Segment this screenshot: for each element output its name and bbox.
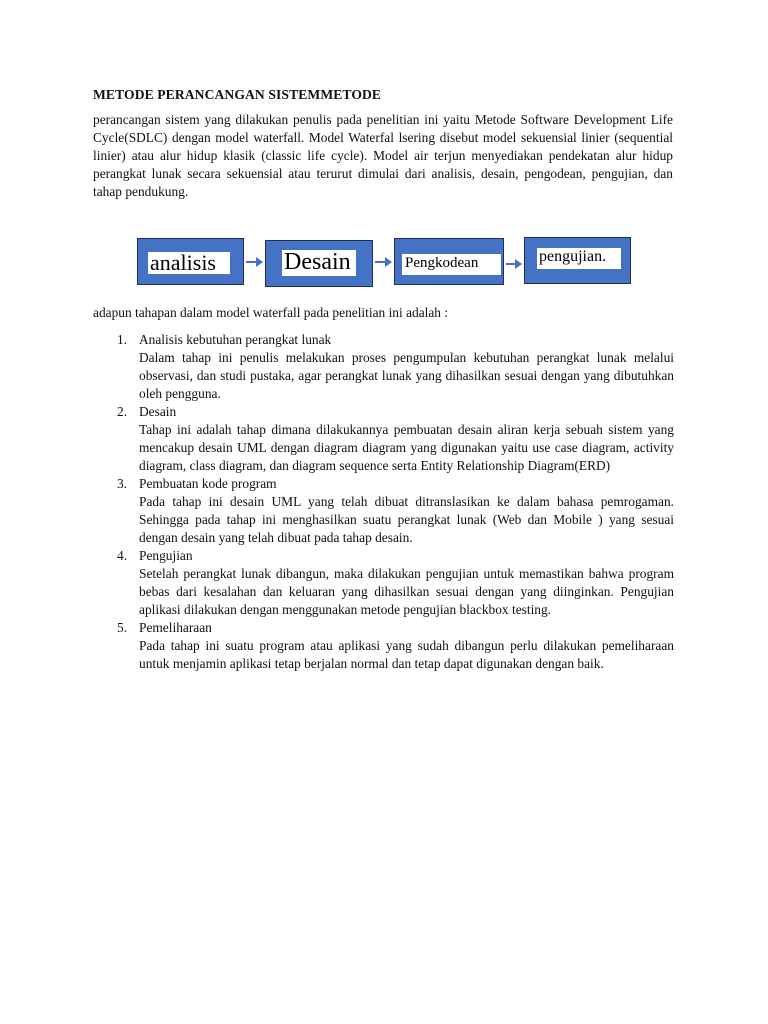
diagram-label-analisis: analisis (148, 252, 230, 274)
list-item-description: Dalam tahap ini penulis melakukan proses pengumpulan kebutuhan perangkat lunak melalui observasi, dan studi pustaka, agar perangkat lunak yang dihasilkan sesuai dengan yang dibutuhkan oleh pengguna. (139, 350, 674, 401)
list-item-title: Desain (139, 404, 177, 419)
list-intro: adapun tahapan dalam model waterfall pada penelitian ini adalah : (93, 305, 449, 320)
diagram-box-desain (265, 240, 373, 287)
list-item-number: 5. (117, 620, 128, 635)
list-item-number: 2. (117, 404, 128, 419)
diagram-box-pengujian (524, 237, 631, 284)
list-item (117, 619, 674, 673)
intro-paragraph: perancangan sistem yang dilakukan penulis pada penelitian ini yaitu Metode Software Development Life Cycle(SDLC) dengan model waterfall. Model Waterfal lsering disebut model sekuensial linier (sequential linier) atau alur hidup klasik (classic life cycle). Model air terjun menyediakan pendekatan alur hidup perangkat lunak secara sekuensial atau terurut dimulai dari analisis, desain, pengodean, pengujian, dan tahap pendukung. (93, 112, 673, 199)
list-item (117, 475, 674, 547)
list-item (117, 331, 674, 403)
list-item-description: Pada tahap ini suatu program atau aplikasi yang sudah dibangun perlu dilakukan pemeliharaan untuk menjamin aplikasi tetap berjalan normal dan tetap dapat digunakan dengan baik. (139, 638, 674, 671)
list-item-number: 4. (117, 548, 128, 563)
list-item (117, 403, 674, 475)
list-item-title: Analisis kebutuhan perangkat lunak (139, 332, 332, 347)
list-item-title: Pemeliharaan (139, 620, 212, 635)
document-title: METODE PERANCANGAN SISTEMMETODE (93, 87, 382, 102)
list-item-number: 1. (117, 332, 128, 347)
list-item-description: Tahap ini adalah tahap dimana dilakukannya pembuatan desain aliran kerja sebuah sistem yang mencakup desain UML dengan diagram diagram yang digunakan yaitu use case diagram, activity diagram, class diagram, dan diagram sequence serta Entity Relationship Diagram(ERD) (139, 422, 674, 473)
list-item-title: Pengujian (139, 548, 193, 563)
list-item-number: 3. (117, 476, 128, 491)
arrow-icon (506, 263, 520, 265)
diagram-box-analisis (137, 238, 244, 285)
arrow-icon (375, 261, 390, 263)
diagram-box-pengkodean (394, 238, 504, 285)
list-item-description: Setelah perangkat lunak dibangun, maka dilakukan pengujian untuk memastikan bahwa program bebas dari kesalahan dan keluaran yang dihasilkan sesuai dengan yang diinginkan. Pengujian aplikasi dilakukan dengan menggunakan metode pengujian blackbox testing. (139, 566, 674, 617)
list-item-title: Pembuatan kode program (139, 476, 277, 491)
diagram-label-pengkodean: Pengkodean (402, 254, 501, 275)
diagram-label-pengujian: pengujian. (537, 248, 621, 269)
arrow-icon (246, 261, 261, 263)
list-item (117, 547, 674, 619)
diagram-label-desain: Desain (282, 250, 356, 276)
document-body (93, 86, 673, 201)
waterfall-diagram (137, 237, 631, 287)
list-item-description: Pada tahap ini desain UML yang telah dibuat ditranslasikan ke dalam bahasa pemrogaman. Sehingga pada tahap ini menghasilkan suatu perangkat lunak (Web dan Mobile ) yang sesuai dengan desain yang telah dibuat pada tahap desain. (139, 494, 674, 545)
steps-list (117, 331, 674, 673)
